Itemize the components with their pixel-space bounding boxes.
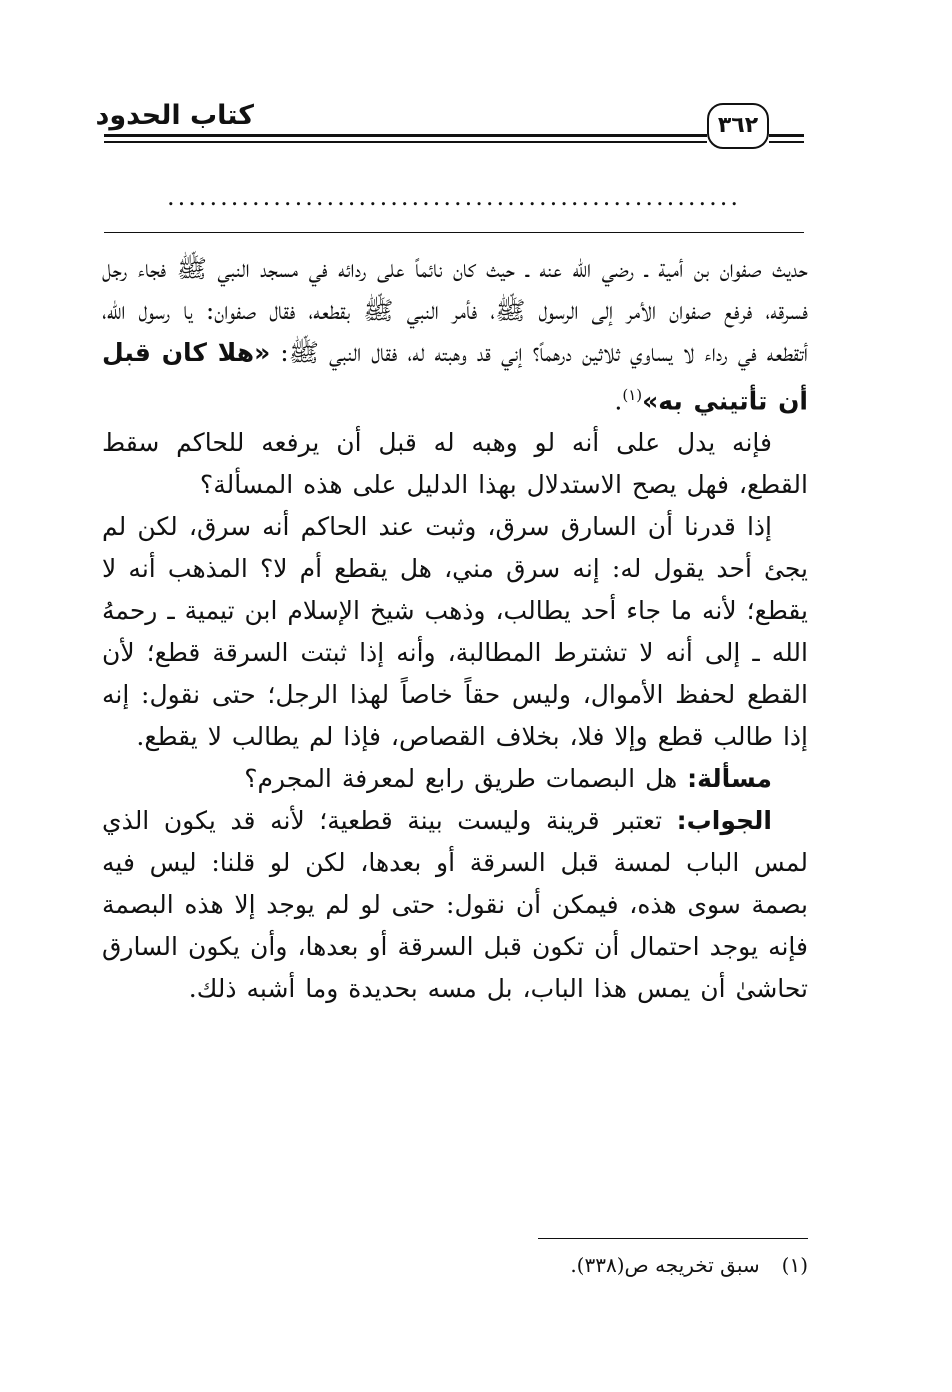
paragraph-question [102,758,808,800]
question-label: مسألة: [687,764,772,794]
paragraph-ruling: إذا قدرنا أن السارق سرق، وثبت عند الحاكم أنه سرق، لكن لم يجئ أحد يقول له: إنه سرق مني، هل يقطع أم لا؟ المذهب أنه لا يقطع؛ لأنه ما جاء أحد يطالب، وذهب شيخ الإسلام ابن تيمية ـ رحمهُ الله ـ إلى أنه لا تشترط المطالبة، وأنه إذا ثبتت السرقة قطع؛ لأن القطع لحفظ الأموال، وليس حقاً خاصاً لهذا الرجل؛ حتى نقول: إنه إذا طالب قطع وإلا فلا، بخلاف القصاص، فإذا لم يطالب لا يقطع. [102,512,808,752]
header-rule-right-top [769,134,804,137]
footnote-text: سبق تخريجه ص(٣٣٨). [570,1253,760,1277]
running-title: كتاب الحدود [95,100,254,131]
top-rule [104,232,804,233]
answer-label: الجواب: [676,806,772,836]
header-rule-left-top [104,134,707,137]
main-text [102,248,808,1010]
hadith-text: حديث صفوان بن أمية ـ رضي الله عنه ـ حيث كان نائماً على ردائه في مسجد النبي ﷺ فجاء رجل فسرقه، فرفع صفوان الأمر إلى الرسول ﷺ، فأمر النبي ﷺ بقطعه، فقال صفوان: يا رسول الله، أتقطعه في رداء لا يساوي ثلاثين درهماً؟ إني قد وهبته له، فقال النبي ﷺ: [102,254,808,367]
paragraph-inference: فإنه يدل على أنه لو وهبه له قبل أن يرفعه للحاكم سقط القطع، فهل يصح الاستدلال بهذا الدليل على هذه المسألة؟ [102,428,808,500]
ellipsis-divider: ...................................................... [167,183,741,211]
header-rule-left-bottom [104,141,707,143]
footnote-marker: (١) [781,1253,808,1277]
answer-text: تعتبر قرينة وليست بينة قطعية؛ لأنه قد يكون الذي لمس الباب لمسة قبل السرقة أو بعدها، لكن لو قلنا: ليس فيه بصمة سوى هذه، فيمكن أن نقول: حتى لو لم يوجد إلا هذه البصمة فإنه يوجد احتمال أن تكون قبل السرقة أو بعدها، وأن يكون السارق تحاشىٰ أن يمس هذا الباب، بل مسه بحديدة وما أشبه ذلك. [102,806,808,1004]
paragraph-hadith [102,248,808,422]
hadith-end: . [614,386,623,416]
header-rule-right-bottom [769,141,804,143]
paragraph-answer [102,800,808,1010]
footnote-ref: (١) [622,386,643,404]
page-number: ٣٦٢ [707,103,769,149]
footnote [104,1248,808,1282]
hadith-quote: «هلا كان قبل أن تأتيني به» [102,338,808,416]
question-text: هل البصمات طريق رابع لمعرفة المجرم؟ [244,764,688,794]
footnote-rule [538,1238,808,1239]
